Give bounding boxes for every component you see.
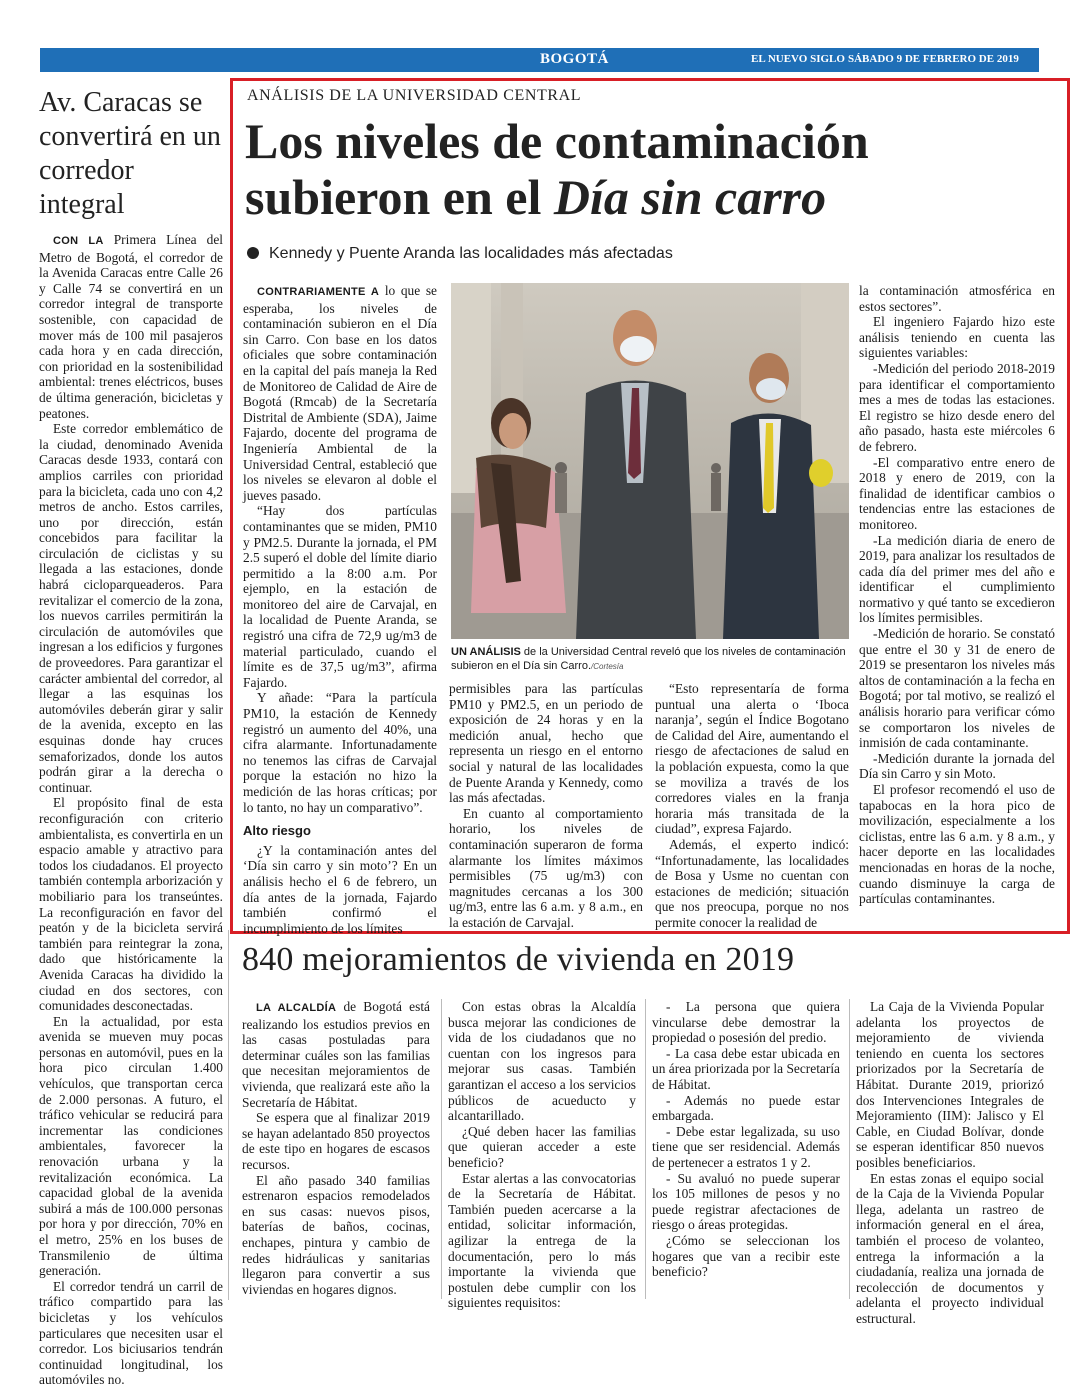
feature-column-2 [449, 681, 643, 931]
newspaper-name: EL NUEVO SIGLO [751, 53, 845, 65]
bottom-paragraph: - La persona que quiera vincularse debe demostrar la propiedad o posesión del predio. [652, 999, 840, 1046]
column-divider [645, 999, 646, 1299]
bottom-column-4 [856, 999, 1044, 1326]
bottom-paragraph: - Su avaluó no puede superar los 105 millones de pesos y no puede registrar afectaciones de riesgo o áreas protegidas. [652, 1170, 840, 1233]
page-number: 17A [1043, 49, 1078, 70]
caption-text: de la Universidad Central reveló que los niveles de contaminación subieron en el Día sin Carro. [451, 646, 846, 672]
bottom-paragraph: - Además no puede estar embargada. [652, 1092, 840, 1124]
left-article-title: Av. Caracas se convertirá en un corredor integral [39, 87, 221, 220]
feature-paragraph: -Medición del periodo 2018-2019 para identificar el comportamiento mes a mes de todas las estaciones. El registro se hizo desde enero del año pasado, hasta este miércoles 6 de febrero. [859, 360, 1055, 454]
bottom-article-lead: LA ALCALDÍA [256, 1002, 337, 1014]
feature-column-1 [243, 283, 437, 936]
headline-line-2-italic: Día sin carro [553, 169, 827, 225]
column-divider [849, 999, 850, 1299]
bottom-paragraph: El año pasado 340 familias estrenaron espacios remodelados en sus casas: nuevos pisos, baterías de baños, cocinas, enchapes, pintura y cambio de redes hidráulicas y sanitarias llegaron para convertir a sus viviendas en hogares dignos. [242, 1172, 430, 1297]
bottom-column-3 [652, 999, 840, 1280]
feature-article [230, 78, 1070, 934]
column-divider [441, 999, 442, 1299]
headline-line-2 [245, 169, 1055, 225]
feature-headline [245, 113, 1055, 225]
left-article-lead: CON LA [53, 235, 104, 247]
feature-paragraph: -El comparativo entre enero de 2018 y enero de 2019, con la finalidad de identificar cambios o tendencias entre las estaciones de monitoreo. [859, 454, 1055, 532]
people-walking-photo [451, 283, 849, 639]
bottom-paragraph: de Bogotá está realizando los estudios previos en las casas postuladas para determinar cuáles son las familias que necesitan mejoramientos de vivienda, que realizará este año la Secretaría de Hábitat. [242, 999, 430, 1110]
bottom-article-title: 840 mejoramientos de vivienda en 2019 [242, 941, 795, 978]
feature-dek [247, 245, 673, 263]
left-article-paragraph: Este corredor emblemático de la ciudad, denominado Avenida Caracas desde 1933, contará con amplios carriles con prioridad para la bicicleta, cada uno con 4,2 metros de ancho. Estos carriles, uno por dirección, están concebidos para facilitar la circulación de ciclistas y su llegada a las estaciones, donde habrá cicloparqueaderos. Para revitalizar el comercio de la zona, los nuevos carriles permitirán la circulación de automóviles que ingresan a los edificios y furgones de proveedores. Para garantizar el carácter ambiental del corredor, al llegar a las esquinas los automóviles deberán girar y salir de la avenida, excepto en las esquinas donde hay cruces semaforizados, donde los autos podrán girar a la derecha o continuar. [39, 421, 223, 795]
feature-column-3 [655, 681, 849, 931]
caption-lead: UN ANÁLISIS [451, 646, 521, 658]
feature-paragraph: -La medición diaria de enero de 2019, para analizar los resultados de cada día del primer mes del año e identificar el cumplimiento normativo y qué tanto se excedieron los límites permisibles. [859, 532, 1055, 626]
section-name: BOGOTÁ [540, 51, 609, 67]
feature-paragraph: El profesor recomendó el uso de tapabocas en la hora pico de movilización, especialmente a los ciclistas, entre las 6 a.m. y 8 a.m., y hacer deporte en las localidades mencionadas en horas de la noche, cuando disminuye la carga de partículas contaminantes. [859, 782, 1055, 907]
feature-paragraph: Además, el experto indicó: “Infortunadamente, las localidades de Bosa y Usme no cuentan con estaciones de medición; situación que nos preocupa, porque no nos permite conocer la realidad de [655, 836, 849, 930]
left-article-paragraph: El corredor tendrá un carril de tráfico compartido para las bicicletas y los vehículos particulares que necesiten usar el corredor. Los biciusarios tendrán continuidad longitudinal, los automóviles no. [39, 1278, 223, 1388]
left-article-paragraph: En la actualidad, por esta avenida se mueven muy pocas personas en automóvil, pues en la hora pico circulan 1.400 vehículos, que transportan cerca de 2.000 personas. A futuro, el tráfico vehicular se reducirá para incrementar las condiciones ambientales, favorecer la renovación urbana y la revitalización económica. La capacidad global de la avenida subirá a más de 100.000 personas por hora y por dirección, 70% en el metro, 25% en los buses de Transmilenio de última generación. [39, 1013, 223, 1279]
photo-credit: /Cortesía [591, 662, 624, 671]
left-article [39, 86, 223, 1388]
feature-paragraph: En cuanto al comportamiento horario, los niveles de contaminación superaron de forma alarmante los límites máximos permisibles (75 ug/m3) con magnitudes cercanas a los 300 ug/m3, entre las 6 a.m. y 8 a.m., en la estación de Carvajal. [449, 805, 643, 930]
bottom-paragraph: La Caja de la Vivienda Popular adelanta los proyectos de mejoramiento de vivienda teniendo en cuenta los sectores priorizados por la Secretaría de Hábitat. Durante 2019, priorizó dos Intervenciones Integrales de Mejoramiento (IIM): Jalisco y El Cable, en Ciudad Bolívar, donde se esperan identificar 850 nuevos posibles beneficiarios. [856, 999, 1044, 1170]
page-header-bar [40, 48, 1078, 72]
feature-paragraph: ¿Y la contaminación antes del ‘Día sin carro y sin moto’? En un análisis hecho el 6 de febrero, un día antes de la jornada, Fajardo también confirmó el incumplimiento de los límites [243, 842, 437, 936]
dek-text: Kennedy y Puente Aranda las localidades más afectadas [269, 245, 673, 262]
bottom-column-2 [448, 999, 636, 1311]
headline-line-1: Los niveles de contaminación [245, 113, 869, 169]
photo-caption [451, 645, 849, 674]
feature-paragraph: “Esto representaría de forma puntual una alerta o ‘Iboca naranja’, según el Índice Bogotano de Calidad del Aire, aumentando el riesgo de afectaciones de salud en la población expuesta, como la que se moviliza a través de los corredores viales en la franja horaria más transitada de la ciudad”, expresa Fajardo. [655, 681, 849, 837]
left-article-paragraph: Primera Línea del Metro de Bogotá, el corredor de la Avenida Caracas entre Calle 26 y Calle 74 se convertirá en un corredor integral de transporte sostenible, con capacidad de mover más de 100 mil pasajeros cada hora y en cada dirección, con prioridad en la sostenibilidad ambiental: trenes eléctricos, buses de última generación, bicicletas y peatones. [39, 232, 223, 421]
bottom-paragraph: - Debe estar legalizada, su uso tiene que ser residencial. Además de pertenecer a estratos 1 y 2. [652, 1123, 840, 1170]
feature-paragraph: la contaminación atmosférica en estos sectores”. [859, 283, 1055, 314]
bottom-paragraph: Con estas obras la Alcaldía busca mejorar las condiciones de vida de los ciudadanos que no cuentan con los ingresos para mejorar sus casas. También garantizan el acceso a los servicios públicos de acueducto y alcantarillado. [448, 999, 636, 1124]
feature-paragraph: -Medición durante la jornada del Día sin Carro y sin Moto. [859, 750, 1055, 782]
bottom-paragraph: ¿Qué deben hacer las familias que quieran acceder a este beneficio? [448, 1123, 636, 1170]
feature-subhead: Alto riesgo [243, 823, 311, 839]
feature-paragraph: Y añade: “Para la partícula PM10, la estación de Kennedy registró un aumento del 40%, una cifra alarmante. Infortunadamente no tenemos las cifras de Carvajal porque la estación no hizo la medición de las horas críticas; por lo tanto, no hay un comparativo”. [243, 690, 437, 815]
left-article-paragraph: El propósito final de esta reconfiguración con criterio ambientalista, es convertirla en un espacio amable y atractivo para todos los ciudadanos. El proyecto también contempla arborización y mobiliario para los transeúntes. La reconfiguración en favor del peatón y de la bicicleta servirá también para reintegrar la zona, dado que históricamente la Avenida Caracas ha dividido la ciudad en dos sectores, con comunidades desconectadas. [39, 795, 223, 1014]
bullet-icon [247, 247, 259, 259]
issue-date: SÁBADO 9 DE FEBRERO DE 2019 [848, 53, 1019, 65]
left-article-body [39, 232, 223, 1388]
bottom-paragraph: - La casa debe estar ubicada en un área priorizada por la Secretaría de Hábitat. [652, 1045, 840, 1092]
feature-paragraph: “Hay dos partículas contaminantes que se miden, PM10 y PM2.5. Durante la jornada, el PM 2.5 superó el doble del límite diario permitido a la 8:00 a.m. Por ejemplo, en la estación de monitoreo del aire de Carvajal, en la localidad de Puente Aranda, se registró una cifra de 72,9 ug/m3 de material particulado, cuando el límite es de 37,5 ug/m3”, afirma Fajardo. [243, 503, 437, 690]
bottom-paragraph: En estas zonas el equipo social de la Caja de la Vivienda Popular llega, adelanta un rastreo de información general en el área, también el proceso de volanteo, entrega la información a la ciudadanía, realiza una jornada de recolección de documentos y adelanta el proyecto individual estructural. [856, 1170, 1044, 1326]
feature-paragraph: El ingeniero Fajardo hizo este análisis teniendo en cuenta las siguientes variables: [859, 314, 1055, 361]
bottom-paragraph: Estar alertas a las convocatorias de la Secretaría de Hábitat. También pueden acercarse a la entidad, solicitar información, agilizar la entrega de la documentación, pero lo más importante la vivienda que postulen debe cumplir con los siguientes requisitos: [448, 1170, 636, 1311]
feature-column-4 [859, 283, 1055, 907]
feature-photo [451, 283, 849, 639]
column-divider [228, 930, 229, 1300]
feature-paragraph: -Medición de horario. Se constató que entre el 30 y 31 de enero de 2019 se presentaron los niveles más altos de contaminación a la fecha en Bogotá; por tal motivo, se realizó el análisis horario para verificar cómo se comportaron los niveles de inmisión de cada contaminante. [859, 626, 1055, 751]
feature-lead: CONTRARIAMENTE A [257, 286, 380, 298]
bottom-paragraph: Se espera que al finalizar 2019 se hayan adelantado 850 proyectos de este tipo en hogares de escasos recursos. [242, 1110, 430, 1172]
feature-paragraph: lo que se esperaba, los niveles de contaminación subieron en el Día sin Carro. Con base en los datos oficiales que sobre contaminación en la capital del país maneja la Red de Monitoreo de Calidad de Aire de Bogotá (Rmcab) de la Secretaría Distrital de Ambiente (SDA), Jaime Fajardo, docente del programa de Ingeniería Ambiental de la Universidad Central, estableció que los niveles se elevaron al doble el jueves pasado. [243, 283, 437, 503]
feature-kicker: ANÁLISIS DE LA UNIVERSIDAD CENTRAL [247, 87, 582, 104]
headline-line-2-plain: subieron en el [245, 169, 554, 225]
bottom-column-1 [242, 999, 430, 1297]
bottom-paragraph: ¿Cómo se seleccionan los hogares que van a recibir este beneficio? [652, 1232, 840, 1280]
feature-paragraph: permisibles para las partículas PM10 y PM2.5, en un periodo de exposición de 24 horas y en la medición anual, hecho que representa un riesgo en el entorno social y natural de las localidades de Puente Aranda y Kennedy, como las más afectadas. [449, 681, 643, 806]
